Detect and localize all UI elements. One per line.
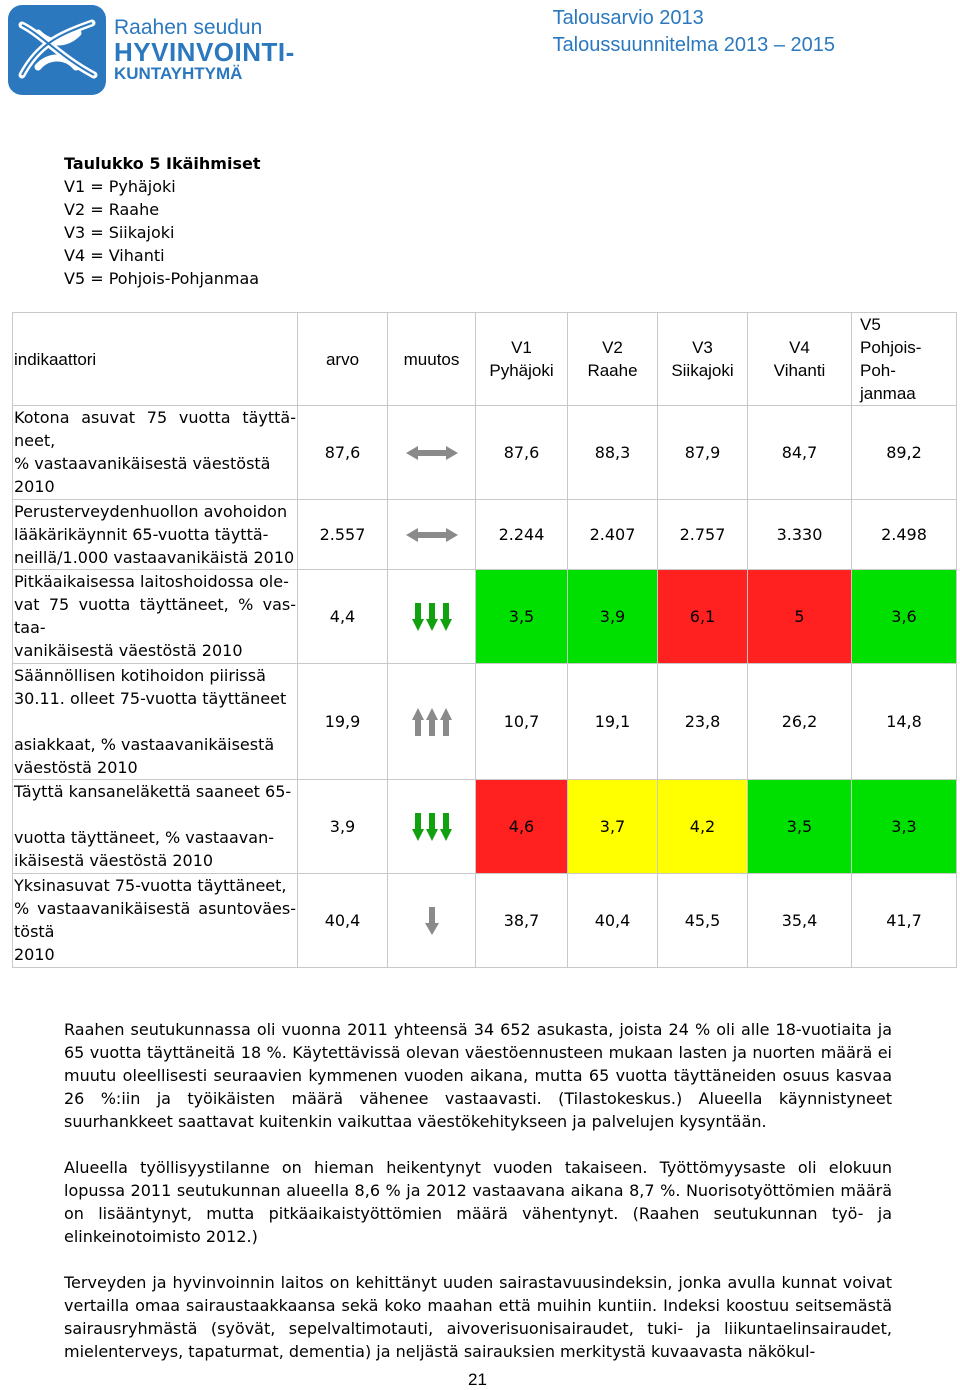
indicator-label: Säännöllisen kotihoidon piirissä 30.11. olleet 75-vuotta täyttäneet asiakkaat, % vastaavanikäisestä väestöstä 2010 [13, 664, 298, 780]
value-arvo: 19,9 [298, 664, 388, 780]
value-arvo: 2.557 [298, 500, 388, 570]
value-v5: 14,8 [852, 664, 957, 780]
legend-v3: V3 = Siikajoki [64, 223, 175, 242]
indicator-label: Pitkäaikaisessa laitoshoidossa ole- vat 75 vuotta täyttäneet, % vas- taa- vanikäisestä väestöstä 2010 [13, 570, 298, 664]
value-v1: 2.244 [476, 500, 568, 570]
value-arvo: 4,4 [298, 570, 388, 664]
indicator-label: Perusterveydenhuollon avohoidon lääkärikäynnit 65-vuotta täyttä- neillä/1.000 vastaavanikäistä 2010 [13, 500, 298, 570]
value-v3: 45,5 [658, 874, 748, 968]
org-name-line3: KUNTAYHTYMÄ [114, 64, 243, 83]
value-v4: 3.330 [748, 500, 852, 570]
value-v2: 19,1 [568, 664, 658, 780]
header-arvo: arvo [298, 313, 388, 406]
value-v3: 2.757 [658, 500, 748, 570]
value-v2: 40,4 [568, 874, 658, 968]
value-v4: 26,2 [748, 664, 852, 780]
trend-cell [388, 874, 476, 968]
value-v2: 3,9 [568, 570, 658, 664]
value-v4: 5 [748, 570, 852, 664]
value-v2: 2.407 [568, 500, 658, 570]
indicator-label: Yksinasuvat 75-vuotta täyttäneet, % vastaavanikäisestä asuntoväes- töstä 2010 [13, 874, 298, 968]
value-v5: 3,3 [852, 780, 957, 874]
table-row [13, 874, 957, 968]
paragraph-population: Raahen seutukunnassa oli vuonna 2011 yhteensä 34 652 asukasta, joista 24 % oli alle 18-vuotiaita ja 65 vuotta täyttäneitä 18 %. Käytettävissä olevan väestöennusteen mukaan lasten ja nuorten määrä ei muutu oleellisesti seuraavien kymmenen vuoden aikana, mutta 65 vuotta täyttäneiden osuus kasvaa 26 %:iin ja työikäisten määrä vähenee vastaavasti. (Tilastokeskus.) Alueella käynnistyneet suurhankkeet saattavat kuitenkin vaikuttaa väestökehitykseen ja palvelujen kysyntään. [64, 1020, 892, 1131]
legend-v1: V1 = Pyhäjoki [64, 177, 176, 196]
horizontal-double-arrow-icon [406, 445, 458, 461]
plan-title: Taloussuunnitelma 2013 – 2015 [552, 34, 835, 56]
triple-down-arrow-icon [412, 603, 452, 631]
value-v1: 87,6 [476, 406, 568, 500]
organization-logo [8, 5, 106, 95]
value-arvo: 87,6 [298, 406, 388, 500]
header-v1: V1 Pyhäjoki [476, 313, 568, 406]
table-row [13, 406, 957, 500]
table-row [13, 500, 957, 570]
header-v2: V2 Raahe [568, 313, 658, 406]
header-v5: V5 Pohjois-Poh- janmaa [852, 313, 957, 406]
value-v1: 4,6 [476, 780, 568, 874]
value-v4: 35,4 [748, 874, 852, 968]
organization-name [114, 17, 295, 83]
triple-up-arrow-icon [412, 708, 452, 736]
table-caption [64, 152, 260, 290]
header-indikaattori: indikaattori [13, 313, 298, 406]
table-row [13, 664, 957, 780]
value-v3: 87,9 [658, 406, 748, 500]
paragraph-employment: Alueella työllisyystilanne on hieman heikentynyt vuoden takaiseen. Työttömyysaste oli elokuun lopussa 2011 seutukunnan alueella 8,6 % ja 2012 vastaavana aikana 8,7 %. Nuorisotyöttömien määrä on lisääntynyt, mutta pitkäaikaistyöttömien määrä vähentynyt. (Raahen seutukunnan työ- ja elinkeinotoimisto 2012.) [64, 1158, 892, 1246]
trend-cell [388, 664, 476, 780]
value-v3: 23,8 [658, 664, 748, 780]
org-name-line1: Raahen seudun [114, 16, 263, 39]
legend-v2: V2 = Raahe [64, 200, 160, 219]
value-v5: 3,6 [852, 570, 957, 664]
org-name-line2: HYVINVOINTI- [114, 37, 295, 67]
legend-v4: V4 = Vihanti [64, 246, 165, 265]
paragraph-morbidity-index: Terveyden ja hyvinvoinnin laitos on kehittänyt uuden sairastavuusindeksin, jonka avulla kunnat voivat vertailla omaa sairaustaakkaansa sekä koko maahan että muihin kuntiin. Indeksi koostuu seitsemästä sairausryhmästä (syövät, sepelvaltimotauti, aivoverisuonisairaudet, tuki- ja liikuntaelinsairaudet, mielenterveys, tapaturmat, dementia) ja neljästä sairauksien merkitystä kuvaavasta näkökul- [64, 1273, 892, 1361]
trend-cell [388, 780, 476, 874]
value-v4: 3,5 [748, 780, 852, 874]
table-header-row [13, 313, 957, 406]
header-muutos: muutos [388, 313, 476, 406]
trend-cell [388, 570, 476, 664]
trend-cell [388, 406, 476, 500]
value-v1: 3,5 [476, 570, 568, 664]
table-title: Taulukko 5 Ikäihmiset [64, 154, 261, 173]
value-arvo: 40,4 [298, 874, 388, 968]
value-arvo: 3,9 [298, 780, 388, 874]
value-v3: 4,2 [658, 780, 748, 874]
single-down-arrow-icon [425, 907, 439, 935]
horizontal-double-arrow-icon [406, 527, 458, 543]
legend-v5: V5 = Pohjois-Pohjanmaa [64, 269, 260, 288]
value-v1: 10,7 [476, 664, 568, 780]
table-row [13, 570, 957, 664]
document-header-title [553, 5, 835, 59]
page-number: 21 [468, 1370, 487, 1389]
trend-cell [388, 500, 476, 570]
value-v5: 41,7 [852, 874, 957, 968]
value-v1: 38,7 [476, 874, 568, 968]
value-v4: 84,7 [748, 406, 852, 500]
value-v2: 3,7 [568, 780, 658, 874]
triple-down-arrow-icon [412, 813, 452, 841]
header-v4: V4 Vihanti [748, 313, 852, 406]
indicator-table [12, 312, 957, 968]
table-row [13, 780, 957, 874]
indicator-label: Kotona asuvat 75 vuotta täyttä- neet, % vastaavanikäisestä väestöstä 2010 [13, 406, 298, 500]
value-v3: 6,1 [658, 570, 748, 664]
knot-logo-icon [8, 5, 106, 95]
budget-title: Talousarvio 2013 [552, 7, 704, 29]
value-v5: 2.498 [852, 500, 957, 570]
value-v5: 89,2 [852, 406, 957, 500]
header-v3: V3 Siikajoki [658, 313, 748, 406]
indicator-label: Täyttä kansaneläkettä saaneet 65- vuotta täyttäneet, % vastaavan- ikäisestä väestöstä 2010 [13, 780, 298, 874]
value-v2: 88,3 [568, 406, 658, 500]
